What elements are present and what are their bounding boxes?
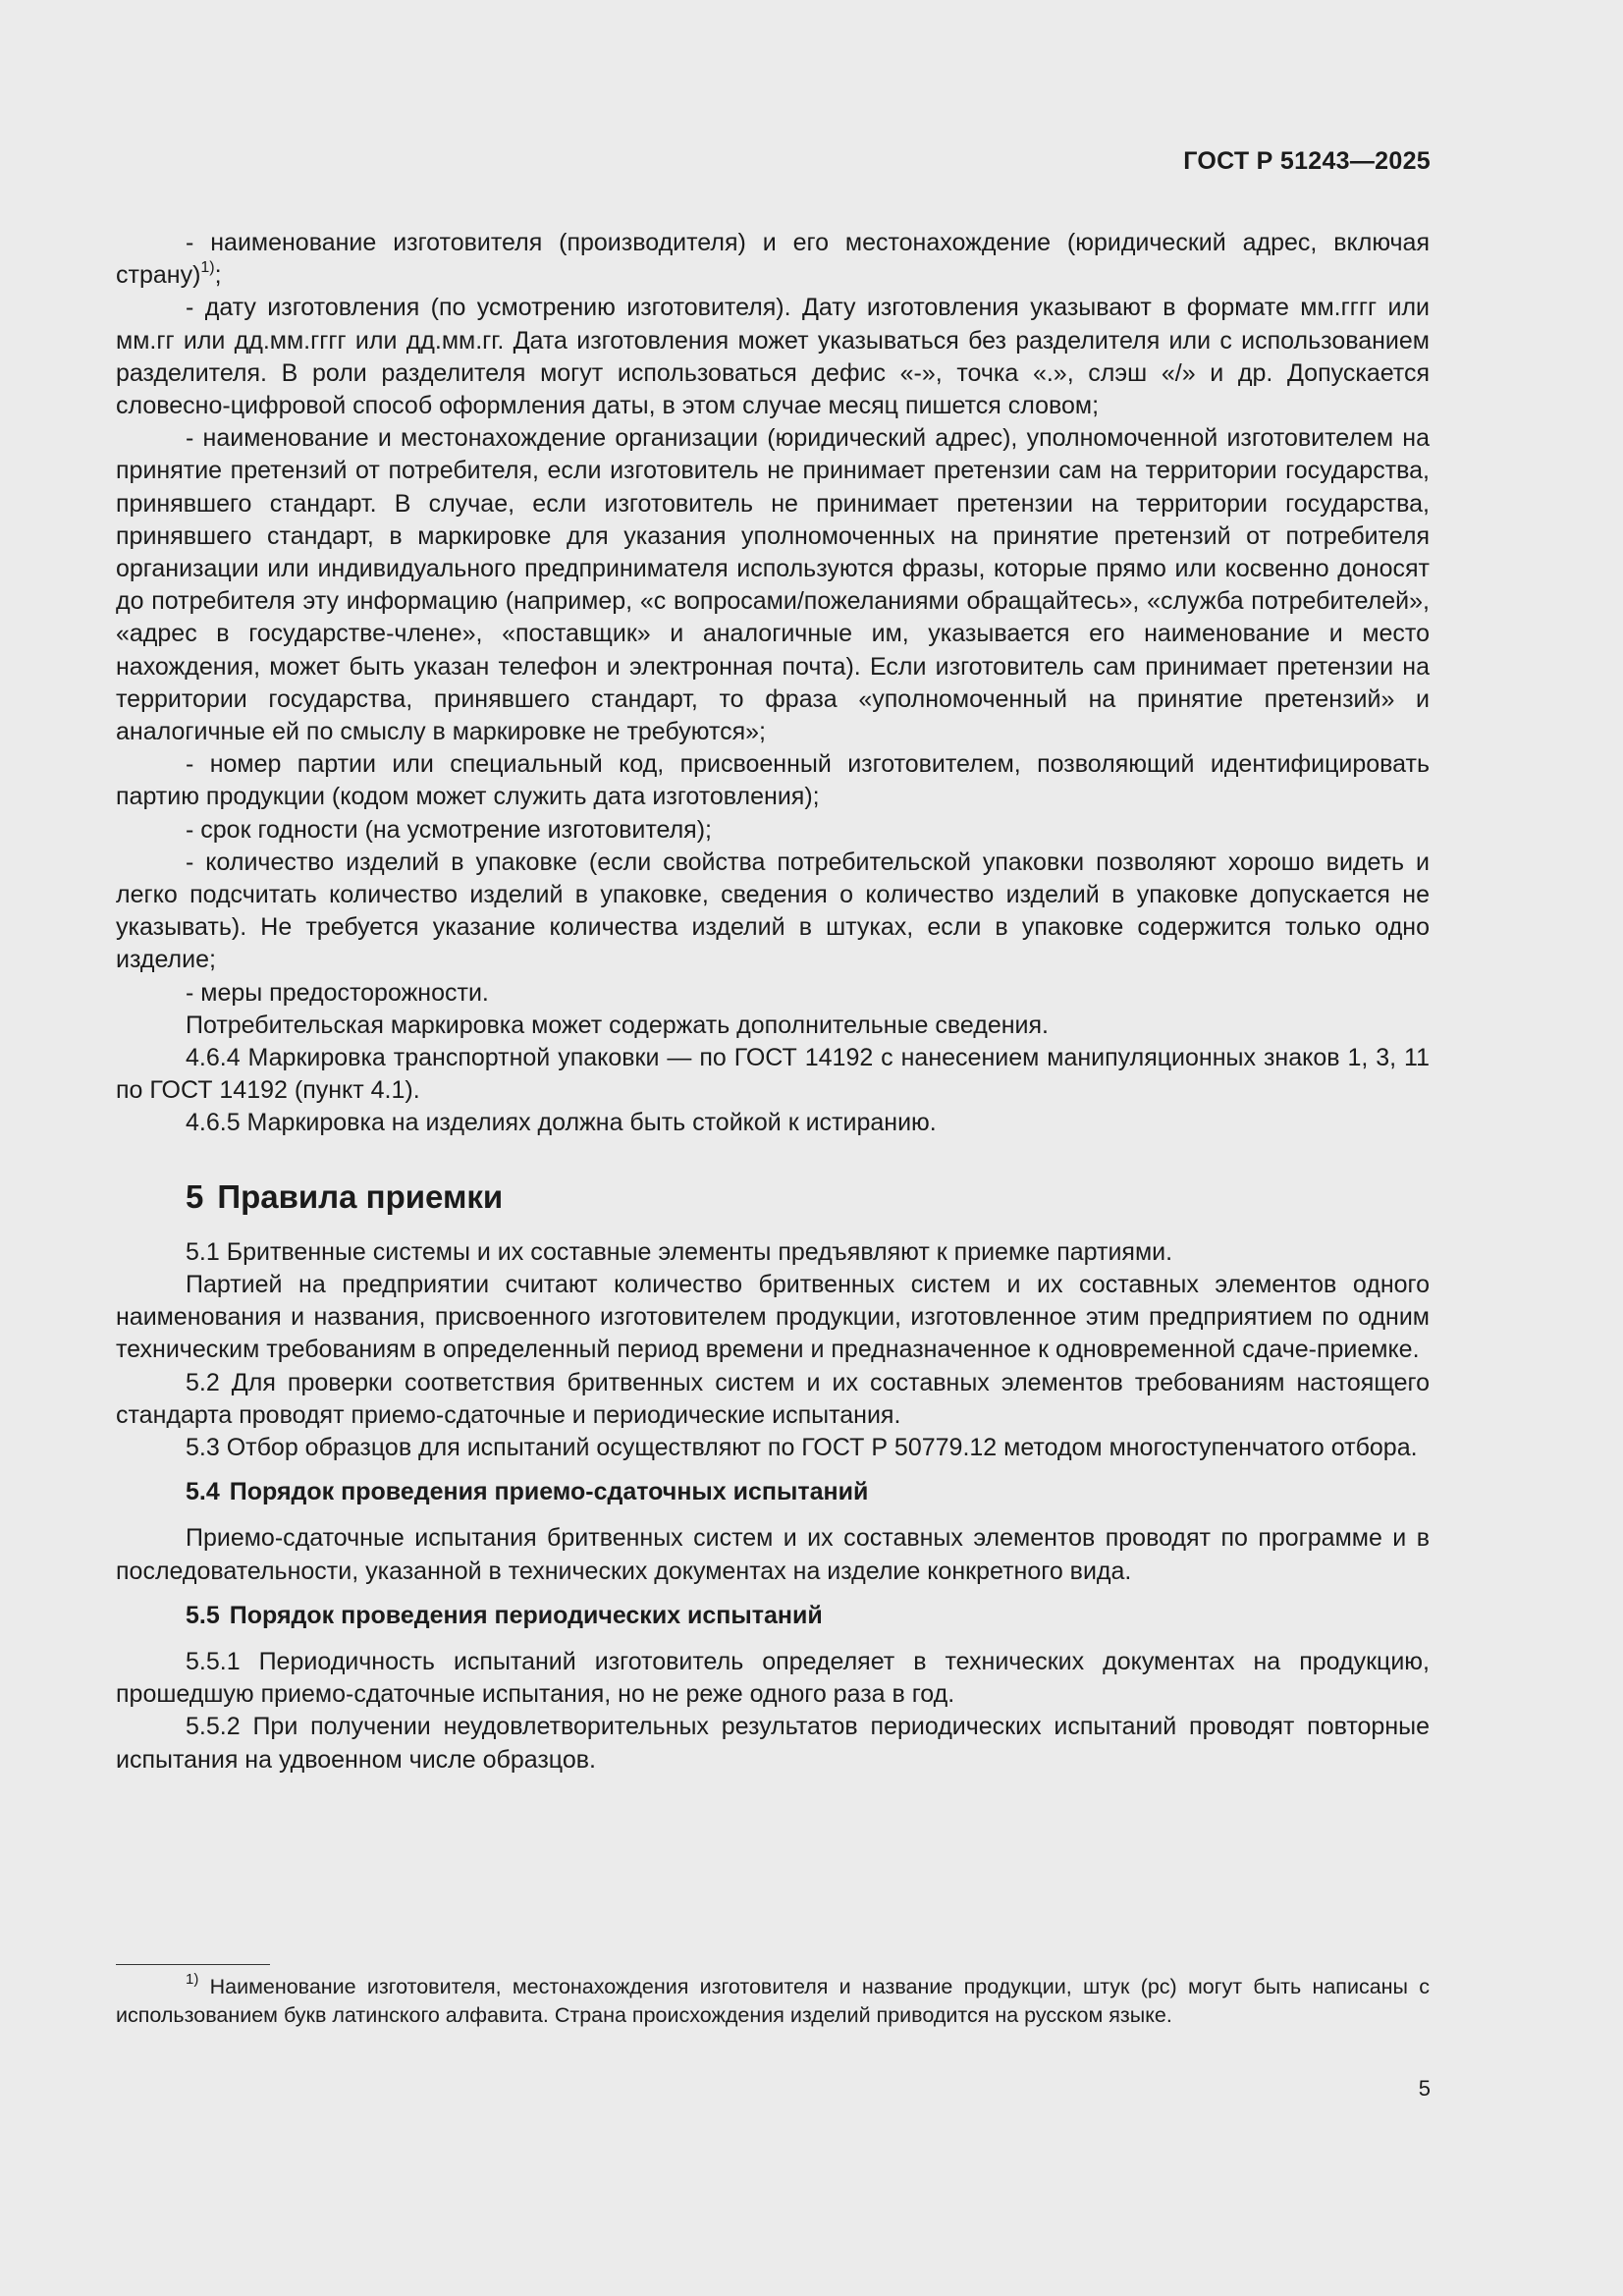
page-number: 5	[1418, 2076, 1431, 2101]
paragraph-batch-definition: Партией на предприятии считают количество бритвенных систем и их составных элементов одного наименования и названия, присвоенного изготовителем продукции, изготовленное этим предприятием по одним техническим требованиям в определенный период времени и предназначенное к одновременной сдаче-приемке.	[116, 1270, 1430, 1364]
footnote-text: Наименование изготовителя, местонахождения изготовителя и название продукции, штук (рс) могут быть написаны с использованием букв латинского алфавита. Страна происхождения изделий приводится на русском языке.	[116, 1975, 1430, 2027]
document-body	[116, 227, 1430, 1777]
subsection-heading-5-4: 5.4 Порядок проведения приемо-сдаточных испытаний	[186, 1478, 869, 1506]
clause-5-5-1: 5.5.1 Периодичность испытаний изготовитель определяет в технических документах на продукцию, прошедшую приемо-сдаточные испытания, но не реже одного раза в год.	[116, 1647, 1430, 1709]
clause-5-5-2: 5.5.2 При получении неудовлетворительных результатов периодических испытаний проводят повторные испытания на удвоенном числе образцов.	[116, 1713, 1430, 1774]
paragraph-manufacture-date: - дату изготовления (по усмотрению изготовителя). Дату изготовления указывают в формате мм.гггг или мм.гг или дд.мм.гггг или дд.мм.гг. Дата изготовления может указываться без разделителя или с использованием разделителя. В роли разделителя могут использоваться дефис «-», точка «.», слэш «/» и др. Допускается словесно-цифровой способ оформления даты, в этом случае месяц пишется словом;	[116, 294, 1430, 420]
document-number: ГОСТ Р 51243—2025	[1183, 147, 1431, 175]
paragraph-authorized-organization: - наименование и местонахождение организации (юридический адрес), уполномоченной изготовителем на принятие претензий от потребителя, если изготовитель не принимает претензии сам на территории государства, принявшего стандарт. В случае, если изготовитель не принимает претензии на территории государства, принявшего стандарт, в маркировке для указания уполномоченных на принятие претензий от потребителя организации или индивидуального предпринимателя используются фразы, которые прямо или косвенно доносят до потребителя эту информацию (например, «с вопросами/пожеланиями обращайтесь», «служба потребителей», «адрес в государстве-члене», «поставщик» и аналогичные им, указывается его наименование и место нахождения, может быть указан телефон и электронная почта). Если изготовитель сам принимает претензии на территории государства, принявшего стандарт, то фраза «уполномоченный на принятие претензий» и аналогичные ей по смыслу в маркировке не требуются»;	[116, 424, 1430, 746]
paragraph-acceptance-tests: Приемо-сдаточные испытания бритвенных систем и их составных элементов проводят по программе и в последовательности, указанной в технических документах на изделие конкретного вида.	[116, 1524, 1430, 1585]
paragraph-shelf-life: - срок годности (на усмотрение изготовителя);	[186, 815, 712, 844]
clause-4-6-4: 4.6.4 Маркировка транспортной упаковки — по ГОСТ 14192 с нанесением манипуляционных знаков 1, 3, 11 по ГОСТ 14192 (пункт 4.1).	[116, 1044, 1430, 1105]
clause-5-2: 5.2 Для проверки соответствия бритвенных систем и их составных элементов требованиям настоящего стандарта проводят приемо-сдаточные и периодические испытания.	[116, 1368, 1430, 1429]
footnote-reference: 1)	[200, 258, 215, 276]
footnote-divider	[116, 1964, 270, 1965]
clause-4-6-5: 4.6.5 Маркировка на изделиях должна быть стойкой к истиранию.	[186, 1109, 937, 1137]
section-heading: 5 Правила приемки	[186, 1177, 504, 1215]
footnote	[116, 1970, 1430, 2029]
paragraph-additional-info: Потребительская маркировка может содержать дополнительные сведения.	[186, 1011, 1049, 1039]
paragraph-precautions: - меры предосторожности.	[186, 978, 489, 1007]
clause-5-3: 5.3 Отбор образцов для испытаний осуществляют по ГОСТ Р 50779.12 методом многоступенчатого отбора.	[186, 1433, 1418, 1461]
clause-5-1: 5.1 Бритвенные системы и их составные элементы предъявляют к приемке партиями.	[186, 1237, 1173, 1266]
subsection-heading-5-5: 5.5 Порядок проведения периодических испытаний	[186, 1601, 823, 1629]
paragraph-quantity: - количество изделий в упаковке (если свойства потребительской упаковки позволяют хорошо видеть и легко подсчитать количество изделий в упаковке, сведения о количество изделий в упаковке допускается не указывать). Не требуется указание количества изделий в штуках, если в упаковке содержится только одно изделие;	[116, 847, 1430, 974]
paragraph-manufacturer-name: - наименование изготовителя (производителя) и его местонахождение (юридический адрес, включая страну)$^{1)}$;	[116, 229, 1430, 290]
paragraph-batch-number: - номер партии или специальный код, присвоенный изготовителем, позволяющий идентифицировать партию продукции (кодом может служить дата изготовления);	[116, 750, 1430, 811]
footnote-marker: 1)	[186, 1970, 199, 1988]
